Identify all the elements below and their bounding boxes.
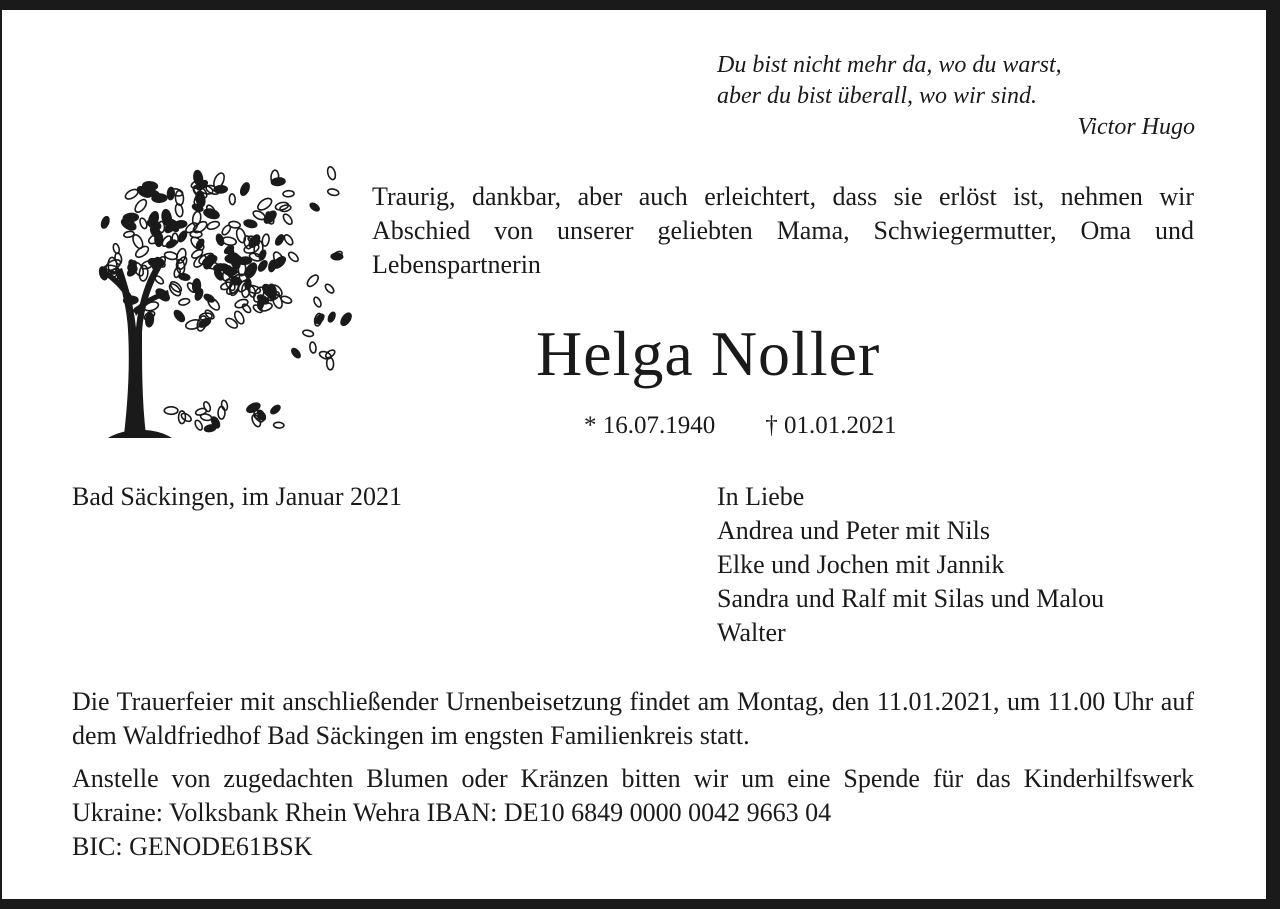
place-and-date: Bad Säckingen, im Januar 2021 <box>72 482 402 511</box>
tree-with-falling-leaves-icon <box>72 150 352 440</box>
intro-text: Traurig, dankbar, aber auch erleichtert, dass sie erlöst ist, nehmen wir Abschied von unserer geliebten Mama, Schwiegermutter, Oma und Lebenspartnerin <box>372 182 1194 279</box>
death-date: † 01.01.2021 <box>765 412 897 439</box>
life-dates <box>584 410 897 442</box>
birth-date: * 16.07.1940 <box>584 412 716 439</box>
family-heading: In Liebe <box>717 482 805 511</box>
bic-code: BIC: GENODE61BSK <box>72 832 313 861</box>
family-signature <box>717 480 1197 650</box>
deceased-name: Helga Noller <box>536 318 881 389</box>
family-member: Andrea und Peter mit Nils <box>717 516 990 545</box>
quote-line-1: Du bist nicht mehr da, wo du warst, <box>717 52 1062 78</box>
quote-line-2: aber du bist überall, wo wir sind. <box>717 83 1038 109</box>
family-member: Walter <box>717 618 786 647</box>
donation-notice <box>72 762 1194 864</box>
ceremony-notice: Die Trauerfeier mit anschließender Urnenbeisetzung findet am Montag, den 11.01.2021, um 11.00 Uhr auf dem Waldfriedhof Bad Säckingen im engsten Familienkreis statt. <box>72 687 1194 750</box>
quote-author: Victor Hugo <box>1077 114 1195 140</box>
donation-text: Anstelle von zugedachten Blumen oder Kränzen bitten wir um eine Spende für das Kinderhilfswerk Ukraine: Volksbank Rhein Wehra IBAN: DE10 6849 0000 0042 9663 04 <box>72 764 1194 827</box>
family-member: Sandra und Ralf mit Silas und Malou <box>717 584 1105 613</box>
family-member: Elke und Jochen mit Jannik <box>717 550 1005 579</box>
epigraph-quote <box>717 50 1195 143</box>
